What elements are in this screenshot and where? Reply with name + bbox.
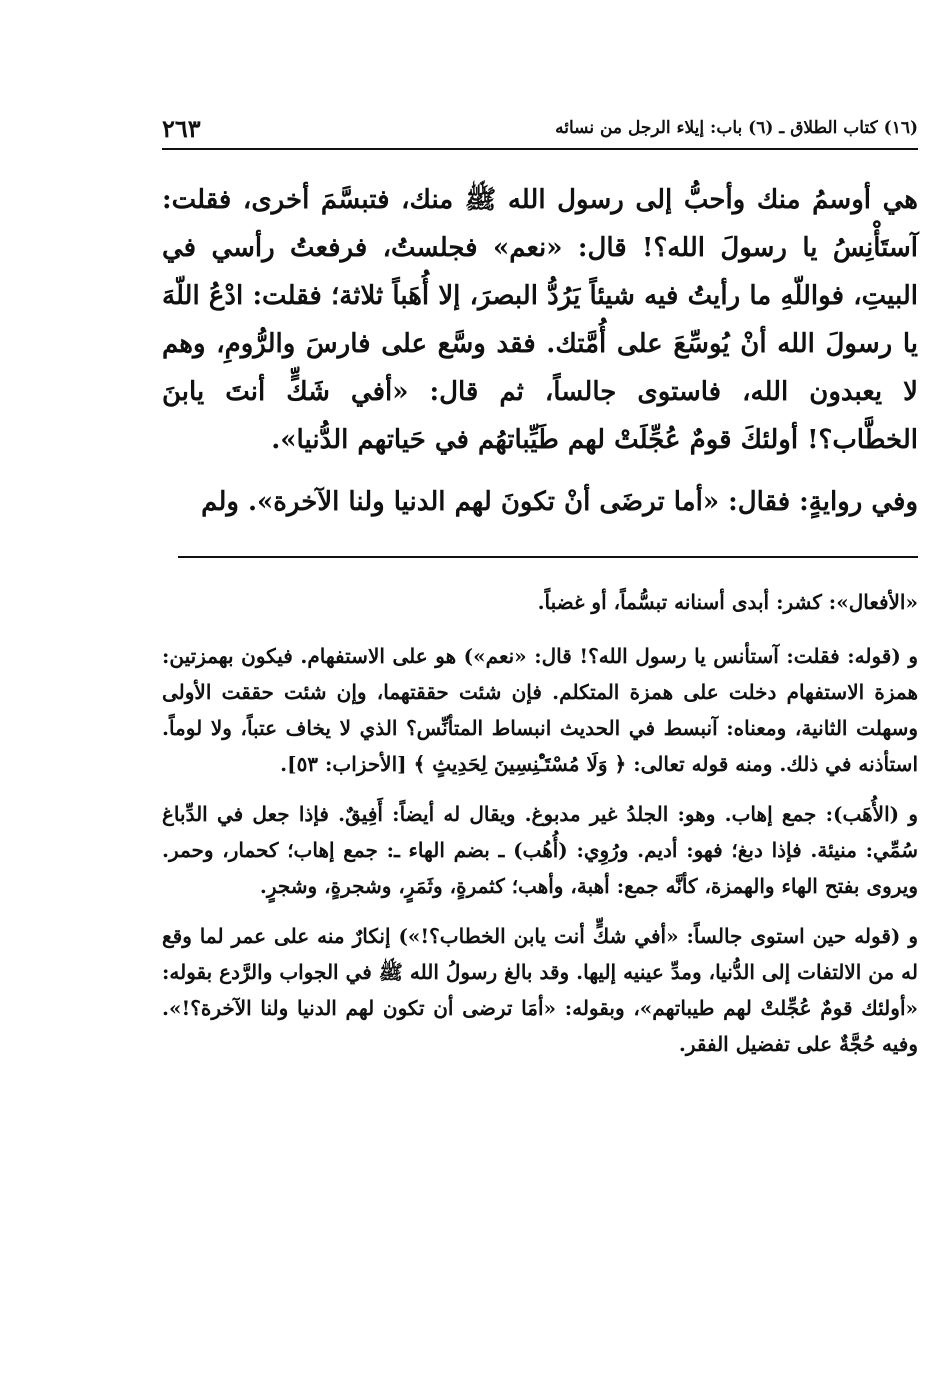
page-header (162, 114, 918, 144)
note-paragraph: «الأفعال»: كشر: أبدى أسنانه تبسُّماً، أو غضباً. (537, 590, 918, 614)
note-text: فيكون بهمزتين: همزة الاستفهام دخلت على همزة المتكلم. فإن شئت حققتهما، وإن شئت حققت الأولى وسهلت الثانية، ومعناه: آنبسط في الحديث انبساط المتأنِّس؟ الذي لا يخاف عتباً، ولا لوماً. استأذنه في ذلك. ومنه قوله تعالى: (162, 644, 918, 776)
commentary (162, 584, 918, 1076)
main-paragraph: وفي روايةٍ: فقال: «أما ترضَى أنْ تكونَ لهم الدنيا ولنا الآخرة». ولم (201, 487, 918, 517)
note-line: و (قوله: فقلت: آستأنس يا رسول الله؟! قال: «نعم») هو على الاستفهام. (300, 644, 919, 668)
main-text (162, 176, 918, 526)
page-number: ٢٦٣ (162, 114, 201, 143)
quran-reference: [الأحزاب: ٥٣]. (280, 752, 407, 776)
footnote-separator (178, 556, 918, 558)
quran-citation: ﴿ وَلَا مُسْتَـْٔنِسِينَ لِحَدِيثٍ ﴾ (413, 752, 627, 776)
running-title: (١٦) كتاب الطلاق ـ (٦) باب: إيلاء الرجل من نسائه (555, 118, 918, 138)
note-paragraph: و (قوله حين استوى جالساً: «أفي شكٍّ أنت يابن الخطاب؟!») إنكارٌ منه على عمر لما وقع له من الالتفات إلى الدُّنيا، ومدِّ عينيه إليها. وقد بالغ رسولُ الله ﷺ في الجواب والرَّدع بقوله: «أولئك قومٌ عُجِّلتْ لهم طيباتهم»، وبقوله: «أمَا ترضى أن تكون لهم الدنيا ولنا الآخرة؟!». وفيه حُجَّةٌ على تفضيل الفقر. (162, 924, 918, 1056)
header-rule (162, 148, 918, 150)
note-paragraph: و (الأُهَب): جمع إهاب. وهو: الجلدُ غير مدبوغ. ويقال له أيضاً: أَفِيقٌ. فإذا جعل في الدِّباغ سُمِّي: منيئة. فإذا دبغ؛ فهو: أديم. ورُوِي: (أُهُب) ـ بضم الهاء ـ: جمع إهاب؛ كحمار، وحمر. ويروى بفتح الهاء والهمزة، كأنَّه جمع: أهبة، وأهب؛ كثمرةٍ، وثَمَرٍ، وشجرةٍ، وشجرٍ. (162, 802, 918, 898)
note-paragraph (162, 638, 918, 782)
main-paragraph: هي أوسمُ منك وأحبُّ إلى رسول الله ﷺ منك، فتبسَّمَ أخرى، فقلت: آستَأْنِسُ يا رسولَ الله؟! قال: «نعم» فجلستُ، فرفعتُ رأسي في البيتِ، فواللّهِ ما رأيتُ فيه شيئاً يَرُدُّ البصرَ، إلا أُهَباً ثلاثة؛ فقلت: ادْعُ اللّهَ يا رسولَ الله أنْ يُوسِّعَ على أُمَّتك. فقد وسَّع على فارسَ والرُّومِ، وهم لا يعبدون الله، فاستوى جالساً، ثم قال: «أفي شَكٍّ أنتَ يابنَ الخطَّاب؟! أولئكَ قومٌ عُجِّلَتْ لهم طَيِّباتهُم في حَياتهم الدُّنيا». (162, 185, 918, 455)
